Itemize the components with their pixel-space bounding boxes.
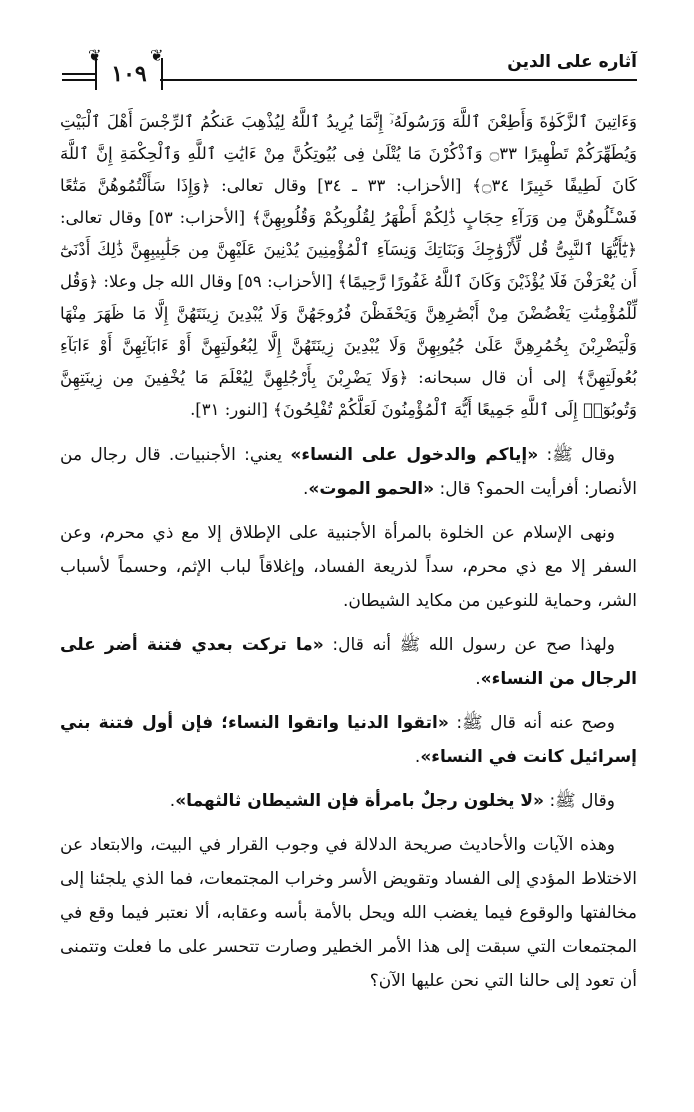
- hadith-quote-3: «ما تركت بعدي فتنة أضر على الرجال من النساء»: [60, 635, 637, 689]
- paragraph-1: [60, 438, 637, 506]
- hadith-quote-1: «إياكم والدخول على النساء»: [290, 445, 539, 465]
- ornament-left-icon: ❦: [88, 46, 102, 65]
- paragraph-1-end: .: [302, 479, 309, 499]
- header-rule-left-bottom: [62, 79, 96, 81]
- paragraph-3-text: ولهذا صح عن رسول الله ﷺ أنه قال:: [323, 635, 615, 655]
- hadith-quote-4: «اتقوا الدنيا واتقوا النساء؛ فإن أول فتنة بني إسرائيل كانت في النساء»: [60, 713, 637, 767]
- paragraph-5-end: .: [169, 791, 176, 811]
- header-rule-left-top: [62, 73, 96, 75]
- paragraph-3: [60, 628, 637, 696]
- page-body: [60, 106, 637, 1008]
- page-header: [0, 0, 694, 100]
- page-number: ١٠٩: [95, 58, 163, 90]
- paragraph-3-end: .: [475, 669, 481, 689]
- paragraph-6: وهذه الآيات والأحاديث صريحة الدلالة في وجوب القرار في البيت، والابتعاد عن الاختلاط المؤدي إلى الفساد وتقويض الأسر وخراب المجتمعات، فما الذي يلجئنا إلى مخالفتها والوقوع فيما يغضب الله ويحل بالأمة بأسه وعقابه، ألا نعتبر فيما وقع في المجتمعات التي سبقت إلى هذا الأمر الخطير وصارت تتحسر على ما فعلت وتتمنى أن تعود إلى حالنا التي نحن عليها الآن؟: [60, 835, 637, 991]
- quran-block: وَءَاتِينَ ٱلزَّكَوٰةَ وَأَطِعْنَ ٱللَّهَ وَرَسُولَهُۥٓ إِنَّمَا يُرِيدُ ٱللَّهُ لِيُذْهِبَ عَنكُمُ ٱلرِّجْسَ أَهْلَ ٱلْبَيْتِ وَيُطَهِّرَكُمْ تَطْهِيرًا ۝٣٣ وَٱذْكُرْنَ مَا يُتْلَىٰ فِى بُيُوتِكُنَّ مِنْ ءَايَٰتِ ٱللَّهِ وَٱلْحِكْمَةِ إِنَّ ٱللَّهَ كَانَ لَطِيفًا خَبِيرًا ۝٣٤﴾ [الأحزاب: ٣٣ ـ ٣٤] وقال تعالى: ﴿وَإِذَا سَأَلْتُمُوهُنَّ مَتَٰعًا فَسْـَٔلُوهُنَّ مِن وَرَآءِ حِجَابٍ ذَٰلِكُمْ أَطْهَرُ لِقُلُوبِكُمْ وَقُلُوبِهِنَّ﴾ [الأحزاب: ٥٣] وقال تعالى: ﴿يَٰٓأَيُّهَا ٱلنَّبِىُّ قُل لِّأَزْوَٰجِكَ وَبَنَاتِكَ وَنِسَآءِ ٱلْمُؤْمِنِينَ يُدْنِينَ عَلَيْهِنَّ مِن جَلَٰبِيبِهِنَّ ذَٰلِكَ أَدْنَىٰٓ أَن يُعْرَفْنَ فَلَا يُؤْذَيْنَ وَكَانَ ٱللَّهُ غَفُورًا رَّحِيمًا﴾ [الأحزاب: ٥٩] وقال الله جل وعلا: ﴿وَقُل لِّلْمُؤْمِنَٰتِ يَغْضُضْنَ مِنْ أَبْصَٰرِهِنَّ وَيَحْفَظْنَ فُرُوجَهُنَّ وَلَا يُبْدِينَ زِينَتَهُنَّ إِلَّا مَا ظَهَرَ مِنْهَا وَلْيَضْرِبْنَ بِخُمُرِهِنَّ عَلَىٰ جُيُوبِهِنَّ وَلَا يُبْدِينَ زِينَتَهُنَّ إِلَّا لِبُعُولَتِهِنَّ أَوْ ءَابَآئِهِنَّ أَوْ ءَابَآءِ بُعُولَتِهِنَّ﴾ إلى أن قال سبحانه: ﴿وَلَا يَضْرِبْنَ بِأَرْجُلِهِنَّ لِيُعْلَمَ مَا يُخْفِينَ مِن زِينَتِهِنَّ وَتُوبُوٓا۟ إِلَى ٱللَّهِ جَمِيعًا أَيُّهَ ٱلْمُؤْمِنُونَ لَعَلَّكُمْ تُفْلِحُونَ﴾ [النور: ٣١].: [60, 112, 638, 419]
- header-rule: [160, 79, 637, 81]
- paragraph-1-text-b: يعني: الأجنبيات. قال رجال من الأنصار: أفرأيت الحمو؟ قال:: [60, 445, 637, 499]
- paragraph-4-text: وصح عنه أنه قال ﷺ:: [448, 713, 615, 733]
- hadith-quote-5: «لا يخلون رجلٌ بامرأة فإن الشيطان ثالثهما»: [175, 791, 545, 811]
- running-head: آثاره على الدين: [507, 52, 637, 72]
- paragraph-4: [60, 706, 637, 774]
- ornament-right-icon: ❦: [150, 46, 164, 65]
- paragraph-5-text: وقال ﷺ:: [544, 791, 615, 811]
- hadith-quote-2: «الحمو الموت»: [308, 479, 435, 499]
- paragraph-4-end: .: [414, 747, 421, 767]
- paragraph-2: ونهى الإسلام عن الخلوة بالمرأة الأجنبية على الإطلاق إلا مع ذي محرم، وعن السفر إلا مع ذي محرم، سداً لذريعة الفساد، وإغلاقاً لباب الإثم، وحسماً لأسباب الشر، وحماية للنوعين من مكايد الشيطان.: [60, 523, 637, 611]
- paragraph-1-text-a: وقال ﷺ:: [538, 445, 616, 465]
- paragraph-5: [60, 784, 637, 818]
